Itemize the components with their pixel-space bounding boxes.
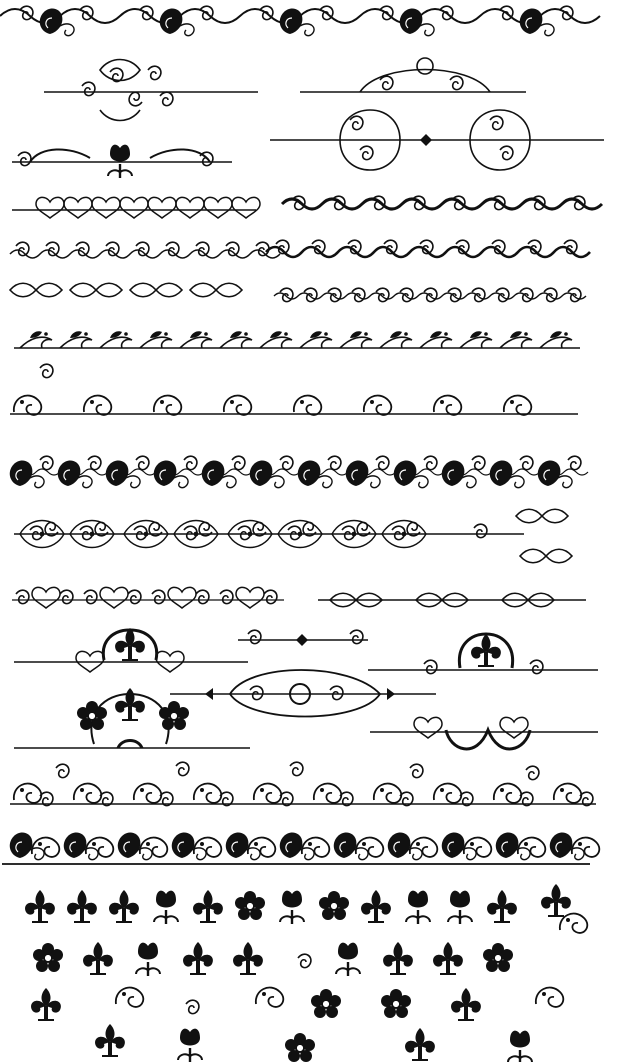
- ornament-row-swirl-border-b: [2, 833, 599, 864]
- paisley-ornament: [442, 461, 476, 488]
- curl-ornament: [294, 396, 321, 415]
- leafwave-ornament: [140, 331, 172, 348]
- ornament-row-top-flourish: [0, 6, 600, 35]
- paisley-ornament: [118, 833, 152, 860]
- spiral-ornament: [226, 242, 239, 255]
- curl-ornament: [256, 988, 283, 1007]
- ornament-row-curl-row: [10, 364, 578, 415]
- flower-ornament: [33, 943, 63, 972]
- tulip-ornament: [406, 891, 430, 924]
- spiral-ornament: [424, 288, 437, 301]
- flower-ornament: [311, 989, 341, 1018]
- spiral-ornament: [40, 456, 53, 469]
- spiral-ornament: [46, 242, 59, 255]
- leafwave-ornament: [220, 331, 252, 348]
- fleur-ornament: [31, 988, 61, 1020]
- flower-ornament: [381, 989, 411, 1018]
- heart-ornament: [120, 197, 148, 218]
- spiral-ornament: [264, 590, 277, 603]
- spiral-ornament: [526, 766, 539, 779]
- spiral-ornament: [568, 288, 581, 301]
- curl-ornament: [364, 396, 391, 415]
- paisley-ornament: [298, 461, 332, 488]
- infin-ornament: [520, 549, 572, 563]
- flower-ornament: [285, 1033, 315, 1062]
- curl-ornament: [504, 396, 531, 415]
- fleur-ornament: [233, 942, 263, 974]
- ornament-row-knot-divider-row: [12, 587, 586, 608]
- heart-ornament: [92, 197, 120, 218]
- curl-ornament: [434, 784, 461, 803]
- paisley-ornament: [388, 833, 422, 860]
- heart-ornament: [232, 197, 260, 218]
- curl-ornament: [14, 784, 41, 803]
- paisley-ornament: [400, 9, 434, 36]
- paisley-ornament: [280, 9, 314, 36]
- fleur-ornament: [361, 890, 391, 922]
- paisley-ornament: [250, 461, 284, 488]
- spiral-ornament: [472, 288, 485, 301]
- paisley-ornament: [154, 461, 188, 488]
- spiral-ornament: [376, 456, 389, 469]
- paisley-ornament: [490, 461, 524, 488]
- spiral-ornament: [196, 590, 209, 603]
- curl-ornament: [254, 784, 281, 803]
- leafwave-ornament: [540, 331, 572, 348]
- infin-ornament: [70, 283, 122, 297]
- spiral-ornament: [232, 456, 245, 469]
- paisley-ornament: [346, 461, 380, 488]
- spiral-ornament: [472, 456, 485, 469]
- flower-ornament: [319, 891, 349, 920]
- tulip-ornament: [136, 943, 160, 976]
- curl-ornament: [494, 784, 521, 803]
- fleur-ornament: [25, 890, 55, 922]
- ornament-row-wave-scroll: [10, 240, 590, 258]
- paisley-ornament: [334, 833, 368, 860]
- fleur-ornament: [193, 890, 223, 922]
- spiral-ornament: [60, 590, 73, 603]
- spiral-ornament: [16, 590, 29, 603]
- spiral-ornament: [400, 288, 413, 301]
- curl-ornament: [84, 396, 111, 415]
- heart-ornament: [176, 197, 204, 218]
- spiral-ornament: [448, 288, 461, 301]
- ornament-row-ornate-medallion-row: [14, 509, 572, 563]
- paisley-ornament: [442, 833, 476, 860]
- ornament-row-floral-ornament-grid: [25, 884, 587, 1062]
- spiral-ornament: [176, 762, 189, 775]
- paisley-ornament: [550, 833, 584, 860]
- heart-ornament: [148, 197, 176, 218]
- fleur-ornament: [405, 1028, 435, 1060]
- wave-line: [282, 199, 602, 209]
- spiral-ornament: [280, 456, 293, 469]
- spiral-ornament: [256, 242, 269, 255]
- spiral-ornament: [16, 242, 29, 255]
- leafwave-ornament: [300, 331, 332, 348]
- spiral-ornament: [410, 764, 423, 777]
- fleur-ornament: [451, 988, 481, 1020]
- paisley-ornament: [202, 461, 236, 488]
- paisley-ornament: [280, 833, 314, 860]
- leafwave-ornament: [100, 331, 132, 348]
- curl-ornament: [434, 396, 461, 415]
- spiral-ornament: [280, 288, 293, 301]
- fleur-ornament: [83, 942, 113, 974]
- paisley-ornament: [58, 461, 92, 488]
- spiral-ornament: [40, 364, 53, 377]
- spiral-ornament: [568, 456, 581, 469]
- curl-ornament: [14, 396, 41, 415]
- leafwave-ornament: [260, 331, 292, 348]
- spiral-ornament: [220, 590, 233, 603]
- ornament-row-tulip-divider-and-arrow-scroll: [12, 110, 604, 178]
- flower-ornament: [235, 891, 265, 920]
- curl-ornament: [560, 914, 587, 933]
- spiral-ornament: [304, 288, 317, 301]
- curl-ornament: [314, 784, 341, 803]
- leafwave-ornament: [460, 331, 492, 348]
- spiral-ornament: [136, 456, 149, 469]
- fleur-ornament: [383, 942, 413, 974]
- spiral-ornament: [136, 242, 149, 255]
- spiral-ornament: [376, 288, 389, 301]
- heart-ornament: [36, 197, 64, 218]
- spiral-ornament: [496, 288, 509, 301]
- fleur-ornament: [541, 884, 571, 916]
- paisley-ornament: [10, 461, 44, 488]
- spiral-ornament: [352, 288, 365, 301]
- tulip-ornament: [154, 891, 178, 924]
- paisley-ornament: [10, 833, 44, 860]
- curl-ornament: [154, 396, 181, 415]
- spiral-ornament: [290, 762, 303, 775]
- tulip-ornament: [448, 891, 472, 924]
- curl-ornament: [134, 784, 161, 803]
- spiral-ornament: [184, 456, 197, 469]
- spiral-ornament: [106, 242, 119, 255]
- paisley-ornament: [394, 461, 428, 488]
- curl-ornament: [116, 988, 143, 1007]
- spiral-ornament: [328, 288, 341, 301]
- ornament-row-crest-divider-rows: [14, 628, 598, 749]
- infin-ornament: [10, 283, 62, 297]
- ornament-row-paisley-row: [10, 456, 588, 487]
- ornament-row-swirl-border-a: [10, 762, 596, 805]
- leafwave-ornament: [380, 331, 412, 348]
- fleur-ornament: [433, 942, 463, 974]
- spiral-ornament: [544, 288, 557, 301]
- infin-ornament: [516, 509, 568, 523]
- spiral-ornament: [128, 590, 141, 603]
- paisley-ornament: [538, 461, 572, 488]
- fleur-ornament: [67, 890, 97, 922]
- spiral-ornament: [152, 590, 165, 603]
- spiral-ornament: [84, 590, 97, 603]
- paisley-ornament: [64, 833, 98, 860]
- fleur-ornament: [95, 1024, 125, 1056]
- curl-ornament: [536, 988, 563, 1007]
- leafwave-ornament: [180, 331, 212, 348]
- paisley-ornament: [226, 833, 260, 860]
- tulip-ornament: [280, 891, 304, 924]
- heart-ornament: [236, 587, 264, 608]
- leafwave-ornament: [420, 331, 452, 348]
- leafwave-ornament: [60, 331, 92, 348]
- infin-ornament: [130, 283, 182, 297]
- ornament-row-scroll-divider-pair: [44, 58, 526, 121]
- heart-ornament: [32, 587, 60, 608]
- paisley-ornament: [496, 833, 530, 860]
- fleur-ornament: [109, 890, 139, 922]
- tulip-ornament: [336, 943, 360, 976]
- ornament-row-leaf-wave: [14, 331, 580, 348]
- leafwave-ornament: [20, 331, 52, 348]
- ornament-row-heart-chain: [12, 196, 602, 218]
- spiral-ornament: [298, 954, 311, 967]
- leafwave-ornament: [340, 331, 372, 348]
- spiral-ornament: [474, 524, 487, 537]
- curl-ornament: [74, 784, 101, 803]
- spiral-ornament: [196, 242, 209, 255]
- wave-line: [10, 250, 280, 258]
- spiral-ornament: [186, 1000, 199, 1013]
- tulip-ornament: [508, 1031, 532, 1062]
- curl-ornament: [374, 784, 401, 803]
- paisley-ornament: [520, 9, 554, 36]
- spiral-ornament: [328, 456, 341, 469]
- heart-ornament: [64, 197, 92, 218]
- heart-ornament: [204, 197, 232, 218]
- spiral-ornament: [166, 242, 179, 255]
- spiral-ornament: [520, 456, 533, 469]
- tulip-ornament: [178, 1029, 202, 1062]
- infin-ornament: [190, 283, 242, 297]
- curl-ornament: [194, 784, 221, 803]
- paisley-ornament: [172, 833, 206, 860]
- heart-ornament: [168, 587, 196, 608]
- spiral-ornament: [76, 242, 89, 255]
- flower-ornament: [483, 943, 513, 972]
- paisley-ornament: [160, 9, 194, 36]
- ornament-row-infinity-chain: [10, 283, 586, 301]
- paisley-ornament: [106, 461, 140, 488]
- spiral-ornament: [424, 456, 437, 469]
- spiral-ornament: [520, 288, 533, 301]
- paisley-ornament: [40, 9, 74, 36]
- spiral-ornament: [88, 456, 101, 469]
- fleur-ornament: [487, 890, 517, 922]
- leafwave-ornament: [500, 331, 532, 348]
- heart-ornament: [100, 587, 128, 608]
- curl-ornament: [554, 784, 581, 803]
- spiral-ornament: [56, 764, 69, 777]
- curl-ornament: [224, 396, 251, 415]
- fleur-ornament: [183, 942, 213, 974]
